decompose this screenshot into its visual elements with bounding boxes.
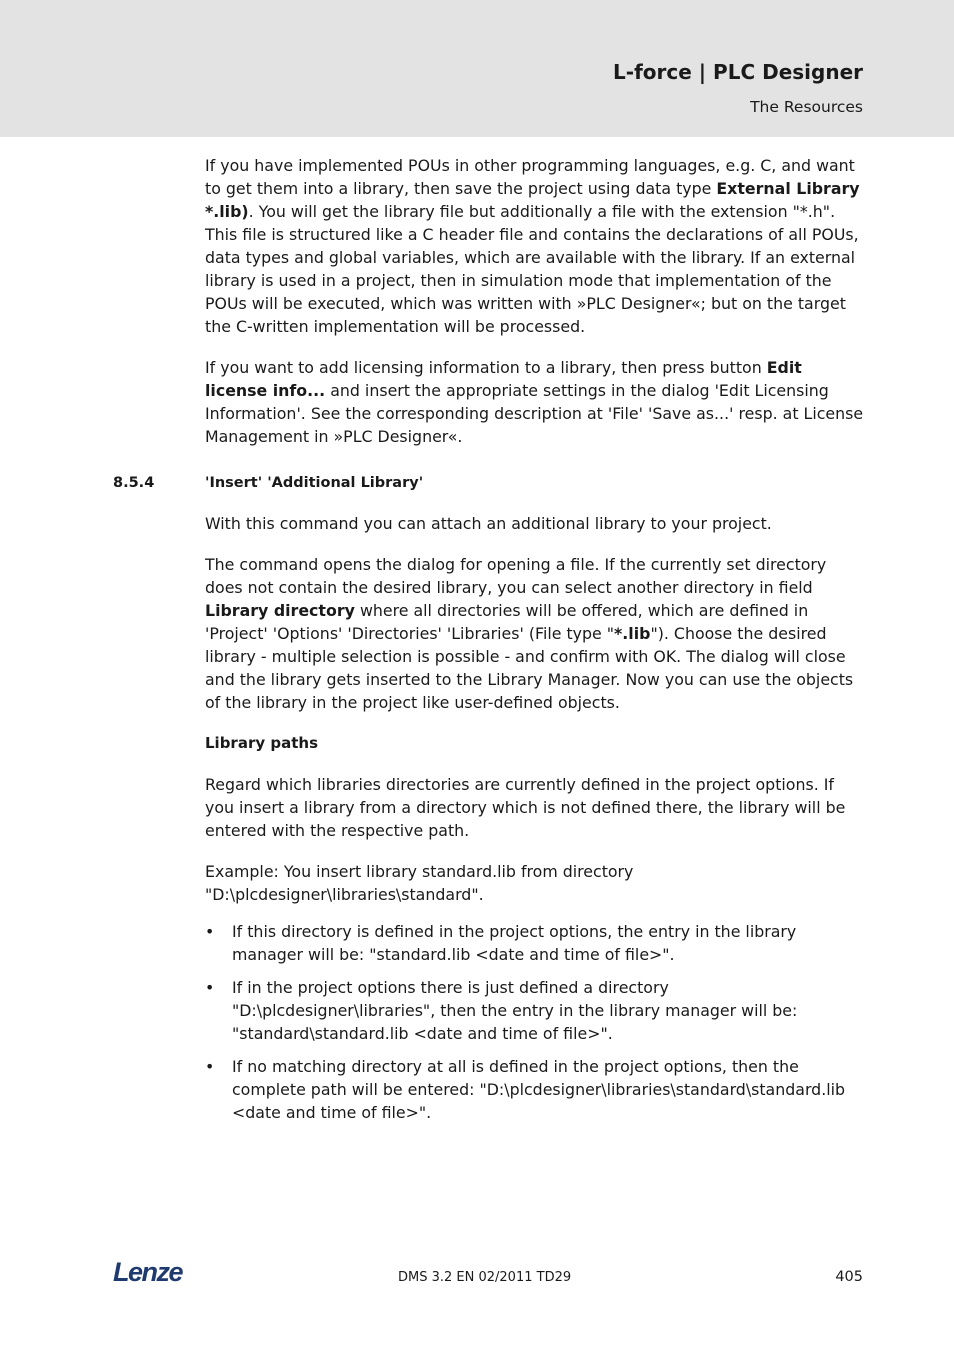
bullet-icon: • [205,978,215,997]
page-number: 405 [835,1269,863,1285]
lenze-logo-text: Lenze [113,1257,183,1287]
list-item: • If in the project options there is just defined a directory "D:\plcdesigner\libraries", then the entry in the library manager will be: "standard\standard.lib <date and time of file>". [205,978,798,1043]
paragraph-external-library: If you have implemented POUs in other programming languages, e.g. C, and want to get them into a library, then save the project using data type External Library *.lib). You will get the library file but additionally a file with the extension "*.h". This file is structured like a C header file and contains the declarations of all POUs, data types and global variables, which are available with the library. If an external library is used in a project, then in simulation mode that implementation of the POUs will be executed, which was written with »PLC Designer«; but on the target the C-written implementation will be processed. [205,156,860,336]
section-title: 'Insert' 'Additional Library' [205,475,424,491]
library-directory-term: Library directory [205,601,355,620]
bullet-list [205,920,867,1124]
edit-license-button-term: Edit license info... [205,358,802,400]
paragraph-command-intro: With this command you can attach an additional library to your project. [205,514,772,533]
section-heading [113,472,867,495]
paragraph-licensing: If you want to add licensing information to a library, then press button Edit license info... and insert the appropriate settings in the dialog 'Edit Licensing Information'. See the corresponding description at 'File' 'Save as...' resp. at License Management in »PLC Designer«. [205,358,864,446]
main-content [113,154,867,1134]
bullet-icon: • [205,1057,215,1076]
document-title: L-force | PLC Designer [613,60,863,84]
subheading-library-paths: Library paths [205,734,318,752]
paragraph-command-dialog: The command opens the dialog for opening a file. If the currently set directory does not contain the desired library, you can select another directory in field Library directory where all directories will be offered, which are defined in 'Project' 'Options' 'Directories' 'Libraries' (File type "*.lib"). Choose the desired library - multiple selection is possible - and confirm with OK. The dialog will close and the library gets inserted to the Library Manager. Now you can use the objects of the library in the project like user-defined objects. [205,555,854,712]
section-number: 8.5.4 [113,475,155,491]
list-item: • If this directory is defined in the project options, the entry in the library manager will be: "standard.lib <date and time of file>". [205,922,797,964]
lenze-logo [113,1257,193,1287]
bullet-icon: • [205,922,215,941]
list-item: • If no matching directory at all is defined in the project options, then the complete path will be entered: "D:\plcdesigner\libraries\standard\standard.lib <date and time of file>". [205,1057,846,1122]
lib-filetype-term: *.lib [614,624,651,643]
chapter-title: The Resources [750,98,863,116]
paragraph-library-paths: Regard which libraries directories are currently defined in the project options. If you insert a library from a directory which is not defined there, the library will be entered with the respective path. [205,775,846,840]
document-id: DMS 3.2 EN 02/2011 TD29 [398,1270,572,1285]
external-library-term: External Library *.lib) [205,179,860,221]
paragraph-example: Example: You insert library standard.lib from directory "D:\plcdesigner\libraries\standard". [205,862,634,904]
